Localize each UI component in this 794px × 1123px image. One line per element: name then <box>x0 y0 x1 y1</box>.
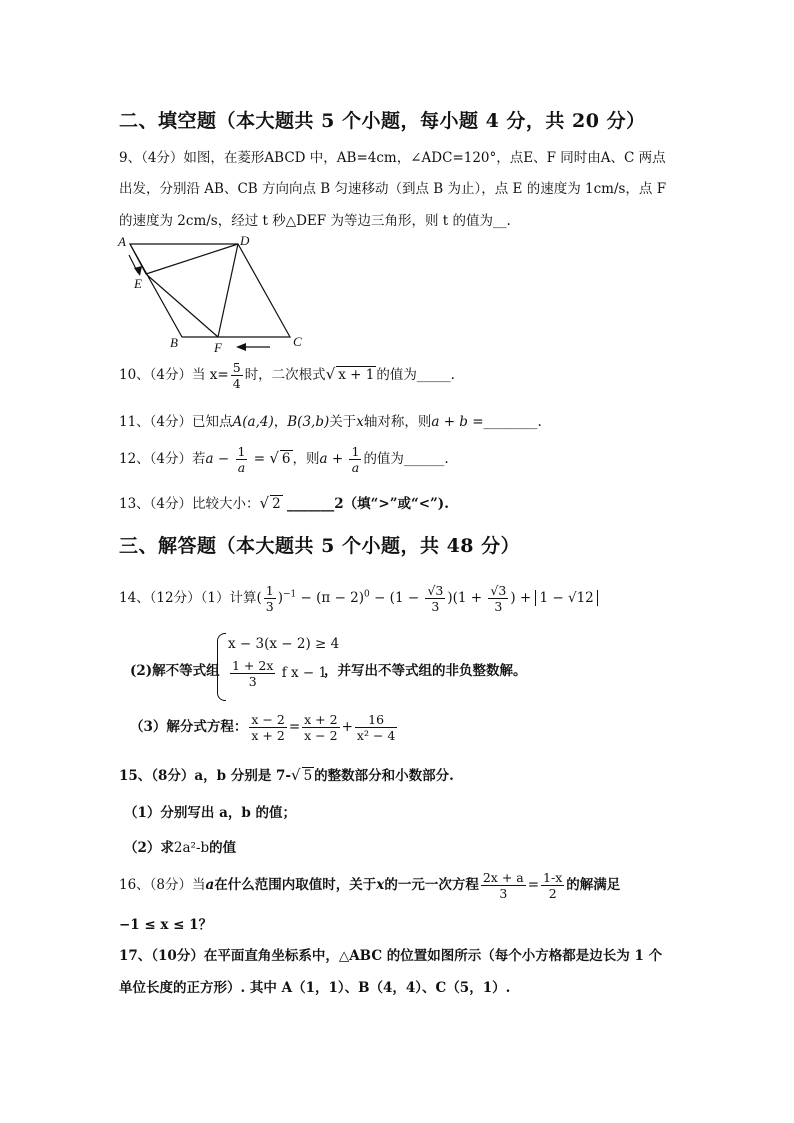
q12-suffix: 的值为______. <box>363 451 449 467</box>
label-c: C <box>293 334 302 349</box>
label-b: B <box>170 335 178 350</box>
q16-suffix: 的解满足 <box>566 877 621 893</box>
q12-mid: ，则 <box>292 451 320 467</box>
q12-a2: a <box>319 451 328 467</box>
q11-comma: ， <box>273 414 288 430</box>
q13 <box>119 492 449 512</box>
q14-plus: + <box>341 719 353 735</box>
q15-radicand: 5 <box>303 768 313 784</box>
q15-part2-prefix: （2）求 <box>124 840 174 856</box>
q12-num-1: 1 <box>237 444 246 459</box>
q14-f3-num: √3 <box>490 583 507 598</box>
q14-e2 <box>302 712 339 743</box>
q14-e3-num: 16 <box>355 712 397 728</box>
q15-suffix: 的整数部分和小数部分. <box>314 768 454 784</box>
q14-ineq2 <box>228 658 327 689</box>
q14-e1 <box>249 712 286 743</box>
q14-f2-num: √3 <box>427 583 444 598</box>
q14-term4: )(1 + <box>447 590 487 606</box>
q14-frac-3 <box>488 583 508 614</box>
q10-fraction <box>231 360 243 391</box>
segment-de <box>146 244 238 274</box>
q17-line2: 单位长度的正方形）. 其中 A（1，1）、B（4，4）、C（5，1）. <box>119 980 511 996</box>
label-a: A <box>118 234 126 249</box>
q14-frac-1 <box>264 583 276 614</box>
q14-ineq2-rhs: x − 1 <box>290 665 328 681</box>
radical-sign: √ <box>259 494 270 512</box>
q12-den-2: a <box>351 460 360 475</box>
q14-f2-den: 3 <box>431 599 440 614</box>
q14-ineq2-rel: f <box>281 665 287 681</box>
q14-ineq1: x − 3(x − 2) ≥ 4 <box>228 636 340 652</box>
q17-line1: 17、（10分）在平面直角坐标系中，△ABC 的位置如图所示（每个小方格都是边长为 1 个 <box>119 948 663 964</box>
q11-mid2: 轴对称，则 <box>363 414 432 430</box>
q14-part1 <box>119 583 598 614</box>
q14-e1-num: x − 2 <box>251 712 285 727</box>
q14-e3 <box>355 712 397 743</box>
q16-f1-den: 3 <box>499 886 508 901</box>
q14-f1-num: 1 <box>265 583 274 598</box>
q15-part1: （1）分别写出 a，b 的值； <box>124 805 296 821</box>
arrow-f-head <box>236 343 246 351</box>
q12-minus: − <box>213 451 234 467</box>
q16-f2-den: 2 <box>548 886 557 901</box>
q14-term3: − (1 − <box>369 590 424 606</box>
q14-term5: ) + <box>510 590 536 606</box>
rhombus-figure <box>112 230 312 355</box>
q14-e3-den: x² − 4 <box>356 728 396 743</box>
q14-part3 <box>130 712 399 743</box>
q16-frac-2 <box>541 870 564 901</box>
q9-line2: 出发，分别沿 AB、CB 方向向点 B 匀速移动（到点 B 为止），点 E 的速度为 1cm/s，点 F <box>119 181 667 197</box>
q13-blank: _______ <box>286 496 335 512</box>
q16-line2: −1 ≤ x ≤ 1？ <box>119 917 213 933</box>
q10-suffix: 的值为_____. <box>376 367 455 383</box>
q14-exp0: 0 <box>364 589 370 600</box>
label-f: F <box>214 340 222 355</box>
q15-part2 <box>124 836 236 856</box>
q10-den: 4 <box>232 376 241 391</box>
q14-ineq2-frac <box>230 658 275 689</box>
q14-f3-den: 3 <box>494 599 503 614</box>
q14-exp1: −1 <box>282 589 297 600</box>
q11-mid: 关于 <box>329 414 357 430</box>
q14-eq: = <box>288 719 301 735</box>
section-3-title: 三、解答题（本大题共 5 个小题，共 48 分） <box>119 535 521 557</box>
q12 <box>119 444 449 475</box>
q13-prefix: 13、（4分）比较大小： <box>119 496 260 512</box>
q14-e2-den: x − 2 <box>304 728 338 743</box>
q10-prefix: 10、（4分）当 x= <box>119 367 229 383</box>
q12-fraction-1 <box>236 444 248 475</box>
q14-term2: − (π − 2) <box>296 590 365 606</box>
radical-sign: √ <box>269 449 279 467</box>
q14-part2-label: (2)解不等式组 <box>130 663 220 679</box>
q10-mid: 时，二次根式 <box>244 367 326 383</box>
q11-prefix: 11、（4分）已知点 <box>119 414 233 430</box>
q14-frac-2 <box>425 583 445 614</box>
q11-suffix: ________. <box>483 414 542 430</box>
q14-ineq2-num: 1 + 2x <box>232 658 274 673</box>
q14-paren-close: ) <box>277 590 283 606</box>
q14-part2-suffix: ，并写出不等式组的非负整数解。 <box>324 663 527 679</box>
label-d: D <box>240 233 250 248</box>
q16-mid2: 的一元一次方程 <box>384 877 479 893</box>
q16-prefix: 16、（8分）当 <box>119 877 206 893</box>
q13-radicand: 2 <box>272 496 281 512</box>
q14-e1-den: x + 2 <box>251 728 285 743</box>
q9-line3: 的速度为 2cm/s，经过 t 秒△DEF 为等边三角形，则 t 的值为__. <box>119 213 511 229</box>
q15-part2-suffix: 的值 <box>209 840 237 856</box>
radical-sign: √ <box>325 365 336 383</box>
q15-prefix: 15、（8分）a，b 分别是 7- <box>119 768 292 784</box>
section-2-title: 二、填空题（本大题共 5 个小题，每小题 4 分，共 20 分） <box>119 110 646 132</box>
q11-point-b: B(3,b) <box>287 414 330 430</box>
q15-line1 <box>119 764 454 784</box>
q16-f1-num: 2x + a <box>482 870 524 885</box>
q12-prefix: 12、（4分）若 <box>119 451 206 467</box>
q16-frac-1 <box>481 870 526 901</box>
q11-axis: x <box>356 414 364 430</box>
q12-radicand: 6 <box>281 451 291 467</box>
q14-ineq2-den: 3 <box>248 674 257 689</box>
q14-f1-den: 3 <box>265 599 274 614</box>
q16-eq: = <box>527 877 540 893</box>
q16-f2-num: 1-x <box>543 870 563 885</box>
q11-expr: a + b = <box>431 414 484 430</box>
q14-paren-open: ( <box>256 590 262 606</box>
q14-brace <box>217 633 226 701</box>
q16-line1 <box>119 870 620 901</box>
q14-abs-value: 1 − √12 <box>535 590 597 606</box>
q16-var-x: x <box>376 877 385 893</box>
q12-fraction-2 <box>349 444 361 475</box>
q14-part3-label: （3）解分式方程： <box>130 719 248 735</box>
segment-ef <box>146 274 218 337</box>
q12-eq: = <box>249 451 270 467</box>
q10-num: 5 <box>232 360 241 375</box>
q11 <box>119 410 542 430</box>
q16-mid: 在什么范围内取值时，关于 <box>214 877 377 893</box>
q11-point-a: A(a,4) <box>232 414 274 430</box>
segment-df <box>218 244 238 337</box>
q10-radicand: x + 1 <box>338 367 375 383</box>
radical-sign: √ <box>291 766 301 784</box>
q12-num-2: 1 <box>351 444 360 459</box>
q16-var-a: a <box>205 877 215 893</box>
q14-prefix: 14、（12分）（1）计算 <box>119 590 257 606</box>
q14-e2-num: x + 2 <box>304 712 338 727</box>
rhombus-outline <box>130 244 290 337</box>
q15-expr: 2a²-b <box>173 840 210 856</box>
q13-suffix: 2（填“>”或“<”). <box>334 496 449 512</box>
label-e: E <box>134 276 142 291</box>
q9-line1: 9、（4分）如图，在菱形ABCD 中，AB=4cm，∠ADC=120°，点E、F 同时由A、C 两点 <box>119 150 666 166</box>
q12-den-1: a <box>237 460 246 475</box>
q12-plus: + <box>327 451 348 467</box>
q10 <box>119 360 455 391</box>
q12-a1: a <box>205 451 214 467</box>
